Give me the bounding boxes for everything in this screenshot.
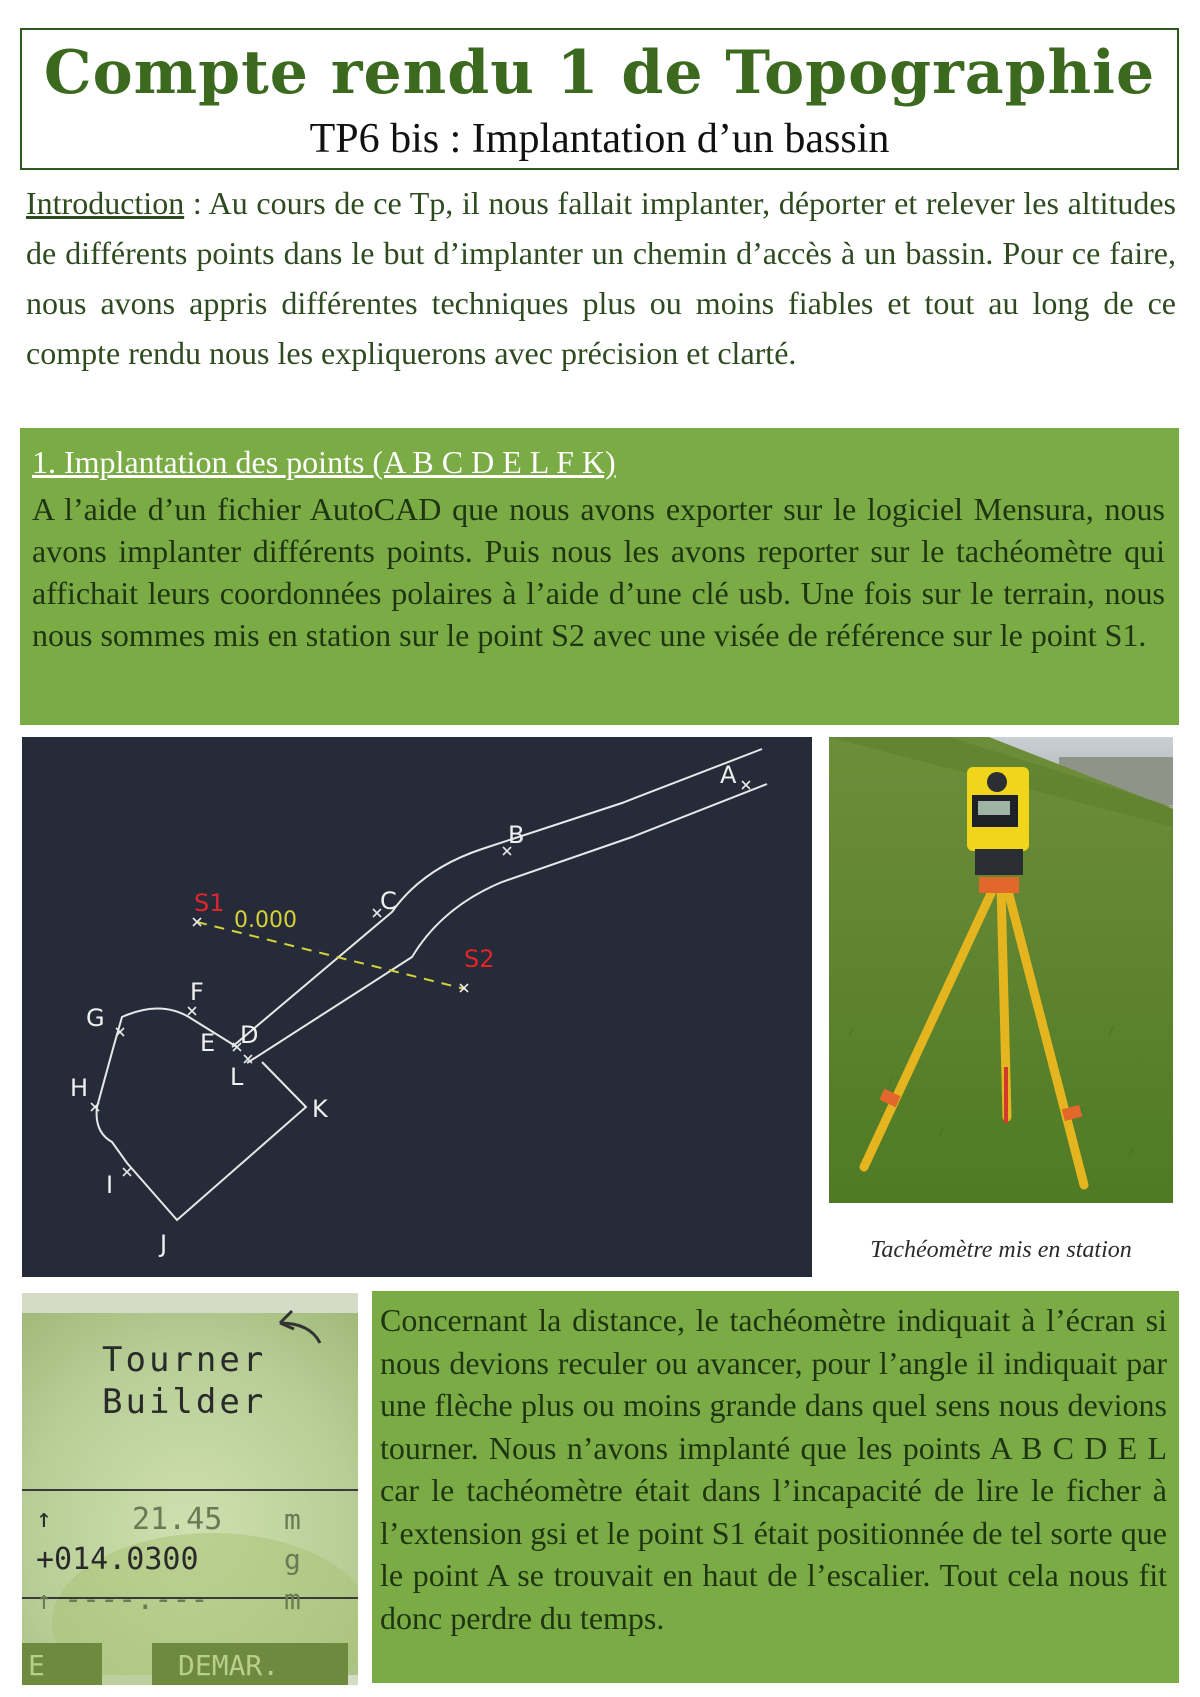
path-upper-edge	[232, 749, 762, 1047]
title-box	[20, 28, 1179, 170]
section-1-body: A l’aide d’un fichier AutoCAD que nous avons exporter sur le logiciel Mensura, nous avons implanter différents points. Puis nous les avons reporter sur le tachéomètre qui affichait leurs coordonnées polaires à l’aide d’une clé usb. Une fois sur le terrain, nous nous sommes mis en station sur le point S2 avec une visée de référence sur le point S1.	[32, 491, 1165, 653]
reference-value: 0.000	[234, 908, 297, 933]
report-subtitle: TP6 bis : Implantation d’un bassin	[309, 116, 890, 162]
section-2-box	[372, 1291, 1179, 1683]
label-point-A: A	[720, 761, 737, 789]
screen-line-1: Tourner	[102, 1340, 267, 1380]
instrument-screen	[22, 1293, 358, 1685]
screen-height-unit: m	[284, 1583, 301, 1616]
screen-right-button: DEMAR.	[178, 1649, 280, 1682]
svg-text:↑: ↑	[36, 1504, 52, 1534]
label-point-K: K	[312, 1095, 328, 1123]
screen-height: ----.---	[64, 1582, 209, 1617]
label-point-E: E	[200, 1029, 216, 1057]
introduction-text: : Au cours de ce Tp, il nous fallait implanter, déporter et relever les altitudes de différents points dans le but d’implanter un chemin d’accès à un bassin. Pour ce faire, nous avons appris différentes techniques plus ou moins fiables et tout au long de ce compte rendu nous les expliquerons avec précision et clarté.	[26, 185, 1176, 371]
section-1-title: 1. Implantation des points (A B C D E L F K)	[32, 444, 616, 480]
autocad-drawing	[22, 737, 812, 1277]
label-point-C: C	[380, 887, 397, 915]
label-point-D: D	[240, 1021, 259, 1049]
svg-text:↑: ↑	[36, 1586, 52, 1616]
label-point-H: H	[70, 1074, 89, 1102]
total-station-illustration	[829, 737, 1173, 1203]
label-point-G: G	[86, 1004, 105, 1032]
screen-angle: +014.0300	[36, 1542, 199, 1577]
label-point-B: B	[508, 821, 525, 849]
screen-distance-unit: m	[284, 1503, 301, 1536]
screen-angle-unit: g	[284, 1543, 301, 1576]
section-1-box	[20, 428, 1179, 725]
label-point-J: J	[160, 1230, 168, 1258]
label-station-S1: S1	[194, 889, 225, 917]
label-station-S2: S2	[464, 945, 495, 973]
path-lower-edge	[247, 784, 767, 1063]
autocad-plan	[22, 737, 812, 1277]
label-point-I: I	[106, 1171, 114, 1199]
label-point-F: F	[190, 978, 204, 1006]
screen-distance: 21.45	[132, 1502, 223, 1537]
introduction-label: Introduction	[26, 185, 185, 221]
section-2-body: Concernant la distance, le tachéomètre indiquait à l’écran si nous devions reculer ou avancer, pour l’angle il indiquait par une flèche plus ou moins grande dans quel sens nous devions tourner. Nous n’avons implanté que les points A B C D E L car le tachéomètre était dans l’incapacité de lire le ficher à l’extension gsi et le point S1 était positionnée de tel sorte que le point A se trouvait en haut de l’escalier. Tout cela nous fit donc perdre du temps.	[380, 1302, 1167, 1636]
instrument-screen-photo	[22, 1293, 358, 1685]
report-title: Compte rendu 1 de Topographie	[43, 38, 1156, 108]
screen-line-2: Builder	[102, 1382, 267, 1422]
introduction-paragraph	[26, 178, 1176, 378]
label-point-L: L	[230, 1063, 244, 1091]
photo-caption: Tachéomètre mis en station	[870, 1237, 1132, 1263]
screen-left-button: E	[28, 1649, 45, 1682]
total-station-photo	[829, 737, 1173, 1203]
